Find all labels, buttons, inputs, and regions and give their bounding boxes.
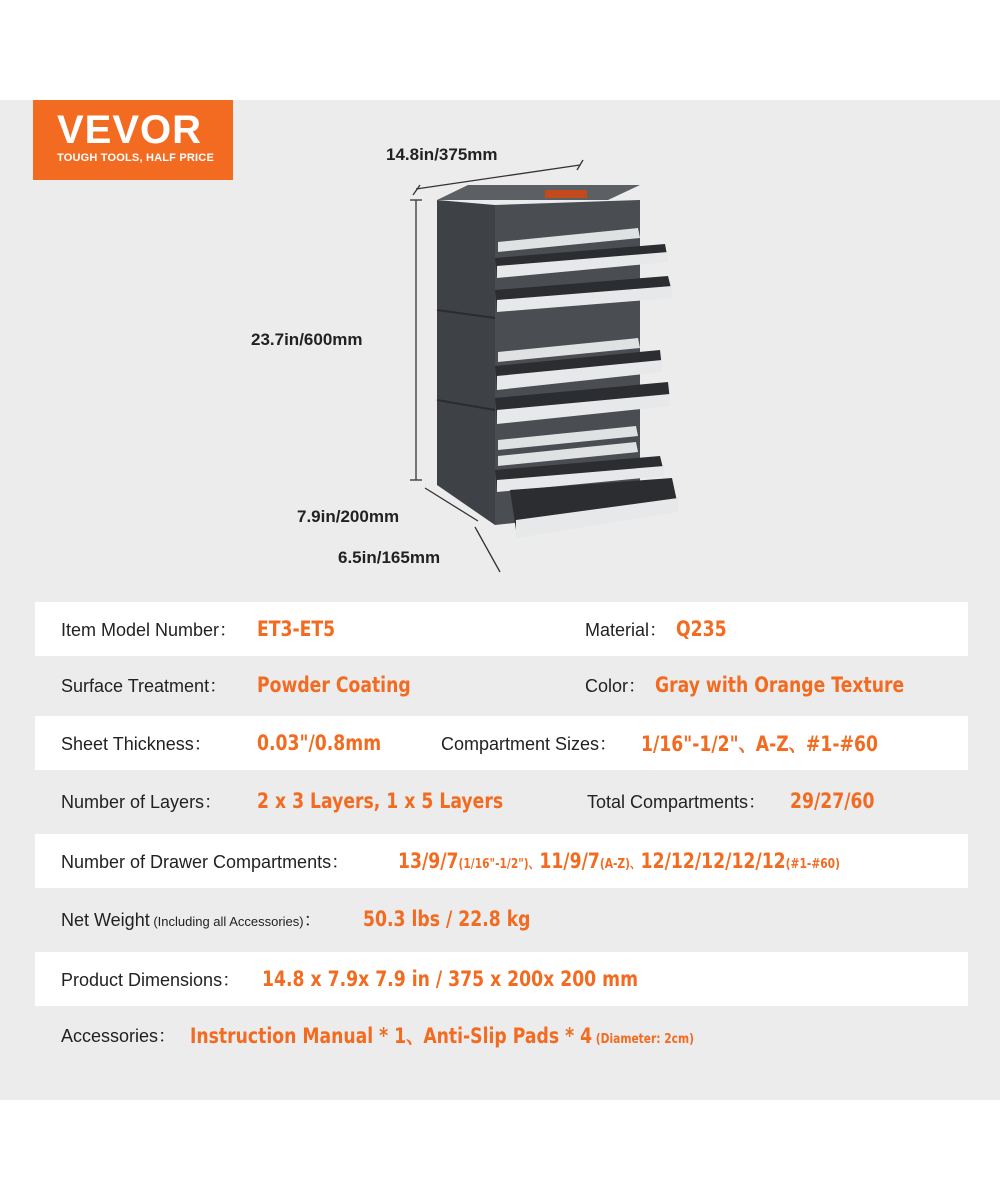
thickness-label: Sheet Thickness： — [61, 734, 212, 754]
spec-row-surface-color — [35, 658, 968, 712]
drawer-value-number-range: (#1-#60) — [785, 857, 840, 872]
sizes-value: 1/16"-1/2"、A-Z、#1-#60 — [641, 732, 878, 756]
brand-name: VEVOR — [57, 108, 203, 152]
surface-value: Powder Coating — [257, 673, 411, 697]
drawer-value-letter-range: (A-Z) — [599, 857, 631, 872]
surface-label: Surface Treatment： — [61, 676, 228, 696]
extended-depth-dimension-line — [475, 527, 500, 572]
product-dimensions-value: 14.8 x 7.9x 7.9 in / 375 x 200x 200 mm — [262, 967, 639, 991]
material-label: Material： — [585, 620, 668, 640]
color-label: Color： — [585, 676, 647, 696]
sizes-label: Compartment Sizes： — [441, 734, 618, 754]
total-value: 29/27/60 — [790, 789, 875, 813]
accessories-note: (Diameter: 2cm) — [592, 1032, 694, 1047]
drawer-separator-2: 、 — [630, 857, 641, 872]
total-label: Total Compartments： — [587, 792, 767, 812]
spec-row-accessories — [35, 1008, 968, 1062]
drawer-value-fractional: 13/9/7 — [398, 849, 459, 873]
model-value: ET3-ET5 — [257, 617, 336, 641]
accessories-value — [190, 1020, 694, 1050]
spec-row-net-weight — [35, 892, 968, 946]
brand-tagline: TOUGH TOOLS, HALF PRICE — [57, 152, 214, 164]
weight-label-note: (Including all Accessories) — [149, 914, 304, 929]
model-label: Item Model Number： — [61, 620, 238, 640]
spec-row-model-material — [35, 602, 968, 656]
spec-row-thickness-sizes — [35, 716, 968, 770]
drawer-separator-1: 、 — [528, 857, 540, 872]
weight-label-text: Net Weight — [61, 910, 150, 930]
drawer-compartments-label: Number of Drawer Compartments： — [61, 852, 350, 872]
material-value: Q235 — [676, 617, 727, 641]
orange-label-plate — [545, 190, 587, 198]
width-dimension-label: 14.8in/375mm — [386, 145, 498, 164]
drawer-value-number: 12/12/12/12/12 — [640, 849, 786, 873]
spec-row-layers-total — [35, 774, 968, 828]
weight-value: 50.3 lbs / 22.8 kg — [363, 907, 531, 931]
accessories-items: Instruction Manual * 1、Anti-Slip Pads * 4 — [190, 1024, 593, 1048]
layers-value: 2 x 3 Layers, 1 x 5 Layers — [257, 789, 504, 813]
spec-row-drawer-compartments — [35, 834, 968, 888]
spec-row-product-dimensions — [35, 952, 968, 1006]
product-dimensions-label: Product Dimensions： — [61, 970, 241, 990]
accessories-label: Accessories： — [61, 1026, 177, 1046]
depth-dimension-label: 7.9in/200mm — [297, 507, 400, 526]
weight-label-colon: ： — [303, 910, 322, 930]
drawer-value-fractional-range: (1/16"-1/2") — [458, 857, 529, 872]
weight-label — [61, 906, 322, 932]
extended-depth-dimension-label: 6.5in/165mm — [338, 548, 441, 567]
color-value: Gray with Orange Texture — [655, 673, 905, 697]
thickness-value: 0.03"/0.8mm — [257, 731, 382, 755]
height-dimension-label: 23.7in/600mm — [251, 330, 363, 349]
drawer-compartments-value — [398, 849, 840, 873]
layers-label: Number of Layers： — [61, 792, 223, 812]
drawer-value-letter: 11/9/7 — [539, 849, 600, 873]
